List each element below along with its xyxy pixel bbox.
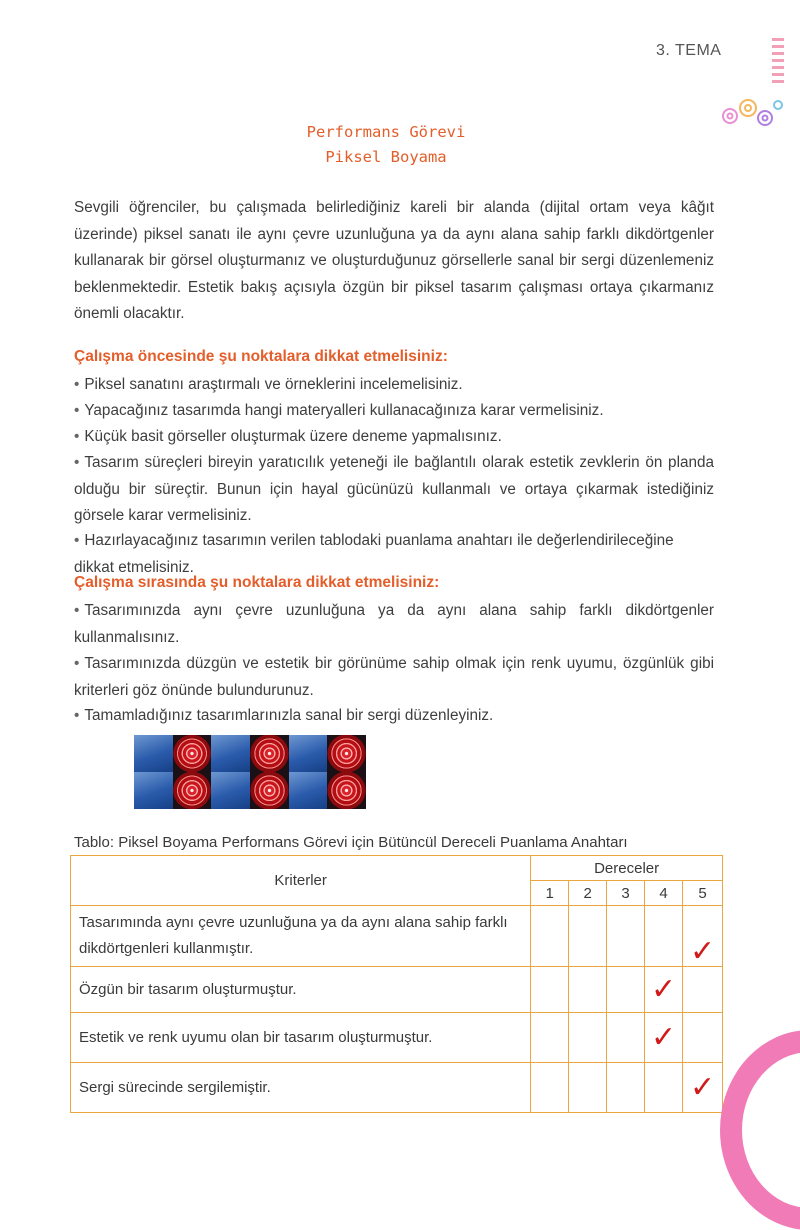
before-item: • Piksel sanatını araştırmalı ve örneklerini incelemelisiniz. (74, 376, 463, 393)
during-item: • Tamamladığınız tasarımlarınızla sanal bir sergi düzenleyiniz. (74, 707, 494, 724)
during-item: • Tasarımınızda düzgün ve estetik bir görünüme sahip olmak için renk uyumu, özgünlük gibi kriterleri göz önünde bulundurunuz. (74, 655, 714, 699)
title-line-1: Performans Görevi (306, 123, 466, 141)
before-item: • Yapacağınız tasarımda hangi materyalleri kullanacağınıza karar vermelisiniz. (74, 402, 604, 419)
checkmark-icon: ✓ (689, 935, 716, 968)
before-item: • Tasarım süreçleri bireyin yaratıcılık yeteneği ile bağlantılı olarak estetik zevklerin ön planda olduğu bir süreçtir. Bunun için hayal gücünüzü kullanmalı ve ortaya çıkarmak istediğiniz görsele karar vermelisiniz. (74, 454, 714, 524)
rubric-table (70, 855, 723, 1113)
criterion-cell: Özgün bir tasarım oluşturmuştur. (71, 967, 531, 1013)
before-item: • Küçük basit görseller oluşturmak üzere deneme yapmalısınız. (74, 428, 502, 445)
checkmark-icon: ✓ (689, 1070, 716, 1104)
during-heading: Çalışma sırasında şu noktalara dikkat etmelisiniz: (74, 574, 440, 591)
table-row (71, 1013, 723, 1063)
criteria-header: Kriterler (71, 856, 531, 906)
grade-header: 3 (607, 881, 645, 906)
grade-header: 4 (645, 881, 683, 906)
checkmark-icon: ✓ (650, 1020, 677, 1054)
checkmark-icon: ✓ (650, 972, 677, 1006)
grade-header: 5 (683, 881, 723, 906)
table-row (71, 906, 723, 967)
table-caption: Tablo: Piksel Boyama Performans Görevi için Bütüncül Dereceli Puanlama Anahtarı (74, 834, 628, 851)
title-line-2: Piksel Boyama (325, 148, 447, 166)
criterion-cell: Tasarımında aynı çevre uzunluğuna ya da aynı alana sahip farklı dikdörtgenleri kullanmıştır. (71, 906, 531, 967)
edge-marks (772, 38, 784, 98)
pixel-art-image (134, 735, 366, 809)
grades-header: Dereceler (531, 856, 723, 881)
criterion-cell: Sergi sürecinde sergilemiştir. (71, 1063, 531, 1113)
table-row (71, 967, 723, 1013)
table-row (71, 1063, 723, 1113)
decorative-arc (720, 1030, 800, 1230)
criterion-cell: Estetik ve renk uyumu olan bir tasarım oluşturmuştur. (71, 1013, 531, 1063)
grade-header: 1 (531, 881, 569, 906)
during-item: • Tasarımınızda aynı çevre uzunluğuna ya da aynı alana sahip farklı dikdörtgenler kullanmalısınız. (74, 602, 714, 646)
page-title (0, 120, 772, 170)
before-item: • Hazırlayacağınız tasarımın verilen tablodaki puanlama anahtarı ile değerlendirileceğine dikkat etmelisiniz. (74, 532, 674, 576)
grade-header: 2 (569, 881, 607, 906)
intro-paragraph: Sevgili öğrenciler, bu çalışmada belirlediğiniz kareli bir alanda (dijital ortam veya kâğıt üzerinde) piksel sanatı ile aynı çevre uzunluğuna ya da aynı alana sahip farklı dikdörtgenler kullanarak bir görsel oluşturmanız ve oluşturduğunuz görsellerle sanal bir sergi düzenlemeniz beklenmektedir. Estetik bakış açısıyla özgün bir piksel tasarım çalışması ortaya çıkarmanız önemli olacaktır. (74, 199, 714, 322)
before-heading: Çalışma öncesinde şu noktalara dikkat etmelisiniz: (74, 348, 448, 365)
unit-label: 3. TEMA (656, 42, 722, 59)
